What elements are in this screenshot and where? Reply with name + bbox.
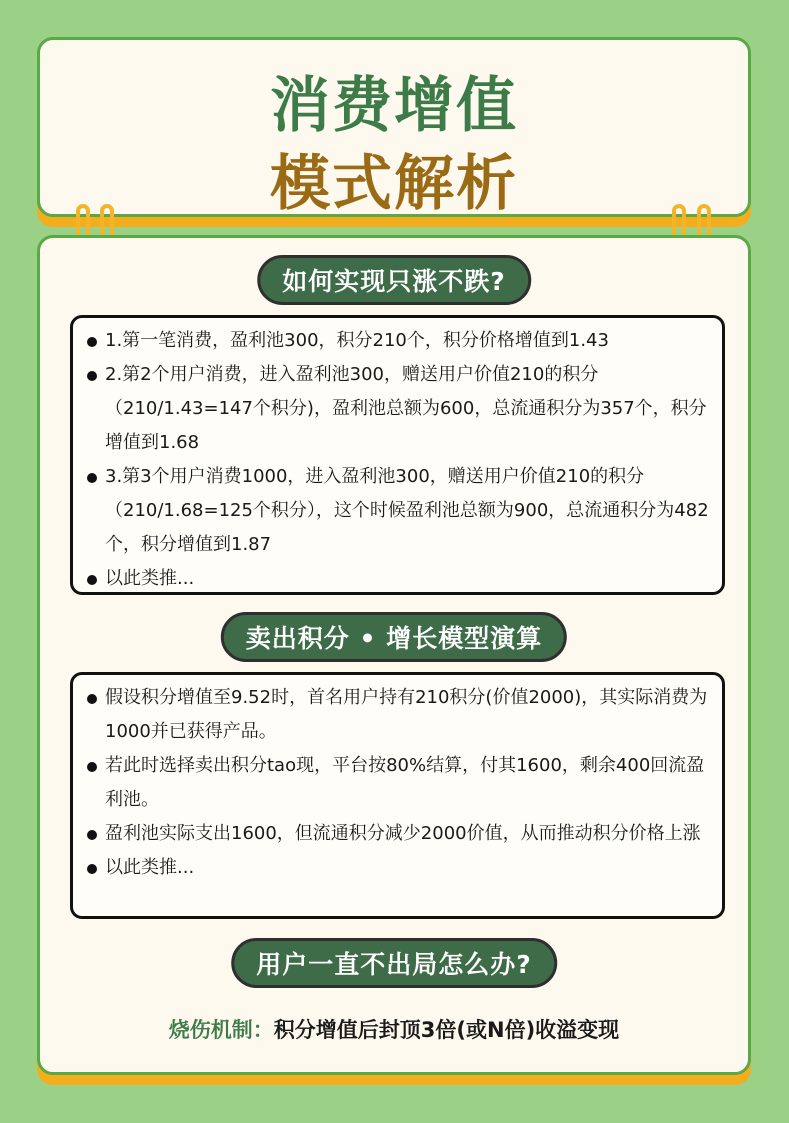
section-box-sell bbox=[70, 672, 725, 919]
section-heading-rise: 如何实现只涨不跌? bbox=[257, 255, 531, 305]
page-title-line2: 模式解析 bbox=[270, 149, 518, 219]
list-item: 以此类推... bbox=[81, 562, 714, 596]
burn-mechanism-text: 积分增值后封顶3倍(或N倍)收溢变现 bbox=[273, 1018, 620, 1042]
section-heading-sell: 卖出积分 • 增长模型演算 bbox=[221, 612, 567, 662]
title-card bbox=[37, 37, 751, 217]
page-title-line1: 消费增值 bbox=[270, 71, 518, 141]
list-item: 1.第一笔消费，盈利池300，积分210个，积分价格增值到1.43 bbox=[81, 324, 714, 358]
content-card bbox=[37, 235, 751, 1075]
list-item: 3.第3个用户消费1000，进入盈利池300，赠送用户价值210的积分（210/1.68=125个积分），这个时候盈利池总额为900，总流通积分为482个，积分增值到1.87 bbox=[81, 460, 714, 562]
list-item: 假设积分增值至9.52时，首名用户持有210积分(价值2000)，其实际消费为1000并已获得产品。 bbox=[81, 681, 714, 749]
bullet-list bbox=[81, 324, 714, 596]
list-item: 以此类推... bbox=[81, 851, 714, 885]
list-item: 盈利池实际支出1600，但流通积分减少2000价值，从而推动积分价格上涨 bbox=[81, 817, 714, 851]
list-item: 若此时选择卖出积分tao现，平台按80%结算，付其1600，剩余400回流盈利池。 bbox=[81, 749, 714, 817]
list-item: 2.第2个用户消费，进入盈利池300，赠送用户价值210的积分（210/1.43=147个积分)，盈利池总额为600，总流通积分为357个，积分增值到1.68 bbox=[81, 358, 714, 460]
burn-mechanism-line bbox=[40, 1014, 748, 1044]
burn-mechanism-label: 烧伤机制： bbox=[168, 1018, 274, 1042]
section-box-rise bbox=[70, 315, 725, 595]
section-heading-exit: 用户一直不出局怎么办? bbox=[231, 938, 557, 988]
bullet-list bbox=[81, 681, 714, 885]
